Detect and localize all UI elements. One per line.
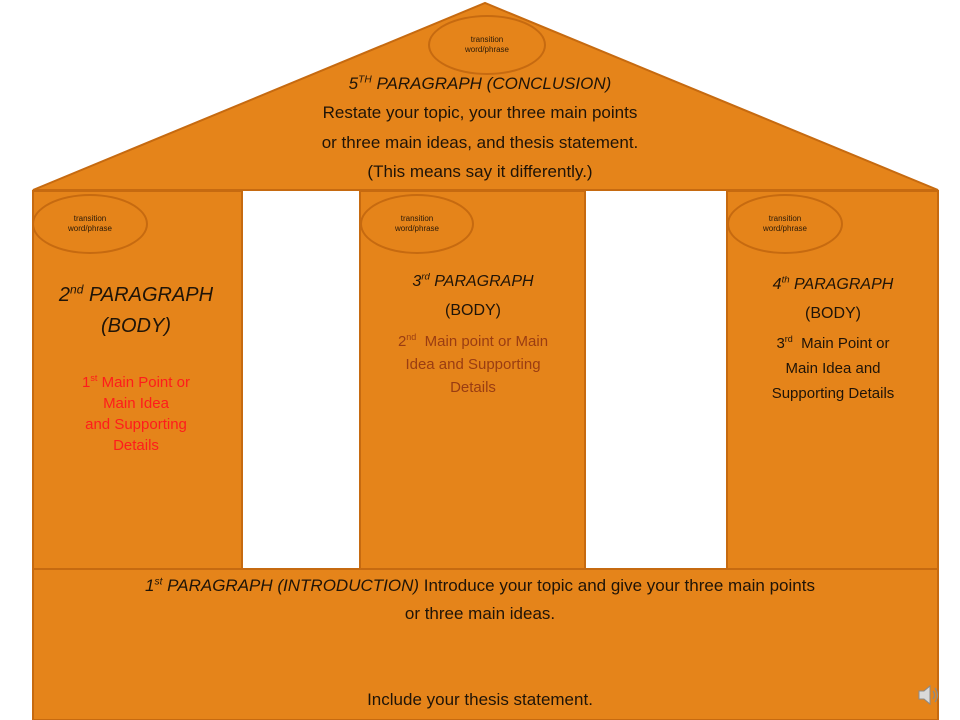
speaker-icon[interactable] — [916, 682, 942, 708]
left-transition-oval: transition word/phrase — [32, 194, 148, 254]
paragraph-3-subtitle: (BODY) — [445, 302, 501, 319]
paragraph-4-title: 4th PARAGRAPH — [772, 274, 894, 293]
paragraph-2-title: 2nd PARAGRAPH (BODY) — [58, 282, 214, 337]
introduction-line-1: 1st PARAGRAPH (INTRODUCTION) Introduce your topic and give your three main points — [145, 576, 815, 595]
conclusion-title: 5TH PARAGRAPH (CONCLUSION) — [348, 74, 612, 93]
introduction-line-3: Include your thesis statement. — [367, 690, 593, 709]
conclusion-line-1: Restate your topic, your three main points — [322, 103, 638, 122]
conclusion-line-3: (This means say it differently.) — [367, 162, 593, 181]
paragraph-4-subtitle: (BODY) — [805, 305, 861, 322]
introduction-line-2: or three main ideas. — [404, 604, 556, 623]
roof-transition-oval: transition word/phrase — [428, 15, 546, 75]
paragraph-4-body: 3rd Main Point or Main Idea and Supporting Details — [771, 334, 895, 402]
paragraph-3-body: 2nd Main point or Main Idea and Supporting Details — [397, 332, 549, 396]
paragraph-3-title: 3rd PARAGRAPH — [412, 271, 534, 290]
paragraph-2-body: 1st Main Point or Main Idea and Supporting Details — [82, 373, 190, 454]
middle-transition-oval: transition word/phrase — [360, 194, 474, 254]
right-transition-oval: transition word/phrase — [727, 194, 843, 254]
conclusion-line-2: or three main ideas, and thesis statement. — [321, 133, 639, 152]
